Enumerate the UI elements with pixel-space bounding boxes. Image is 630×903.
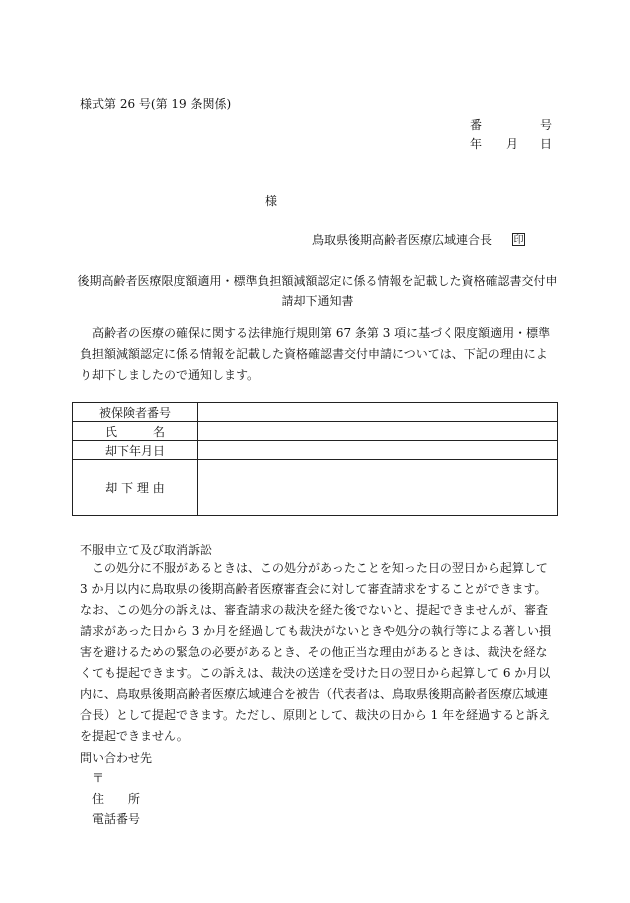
number-label-ban: 番 xyxy=(470,118,483,132)
appeal-heading: 不服申立て及び取消訴訟 xyxy=(80,543,213,557)
number-label-go: 号 xyxy=(540,118,553,132)
table-row xyxy=(73,403,558,422)
issuer-name: 鳥取県後期高齢者医療広域連合長 xyxy=(312,233,493,247)
seal-mark-icon: 印 xyxy=(513,235,524,246)
rejection-date-value xyxy=(198,441,558,460)
details-table xyxy=(72,402,558,516)
date-day-label: 日 xyxy=(540,137,553,151)
table-row xyxy=(73,422,558,441)
date-year-label: 年 xyxy=(470,137,483,151)
rejection-reason-value xyxy=(198,460,558,516)
title-line-1: 後期高齢者医療限度額適用・標準負担額減額認定に係る情報を記載した資格確認書交付申 xyxy=(77,274,558,288)
table-row xyxy=(73,441,558,460)
addressee-suffix: 様 xyxy=(265,194,278,208)
postal-mark: 〒 xyxy=(92,771,105,785)
insured-number-label: 被保険者番号 xyxy=(73,403,198,422)
form-identifier: 様式第 26 号(第 19 条関係) xyxy=(80,97,232,111)
rejection-date-label: 却下年月日 xyxy=(73,441,198,460)
name-label: 氏 名 xyxy=(73,422,198,441)
insured-number-value xyxy=(198,403,558,422)
phone-label: 電話番号 xyxy=(92,812,141,826)
appeal-text: この処分に不服があるときは、この処分があったことを知った日の翌日から起算して 3 か月以内に鳥取県の後期高齢者医療審査会に対して審査請求をすることができます。なお、この処分の訴えは、審査請求の裁決を経た後でないと、提起できませんが、審査請求があった日から 3 か月を経過しても裁決がないときや処分の執行等による著しい損害を避けるための緊急の必要があるとき、その他正当な理由があるときは、裁決を経なくても提起できます。この訴えは、裁決の送達を受けた日の翌日から起算して 6 か月以内に、鳥取県後期高齢者医療広域連合を被告（代表者は、鳥取県後期高齢者医療広域連合長）として提起できます。ただし、原則として、裁決の日から 1 年を経過すると訴えを提起できません。 xyxy=(80,561,552,743)
document-title xyxy=(70,271,565,311)
address-label: 住 所 xyxy=(92,792,141,806)
table-row xyxy=(73,460,558,516)
notice-body: 高齢者の医療の確保に関する法律施行規則第 67 条第 3 項に基づく限度額適用・標準負担額減額認定に係る情報を記載した資格確認書交付申請については、下記の理由により却下しましたので通知します。 xyxy=(80,326,551,382)
name-value xyxy=(198,422,558,441)
date-month-label: 月 xyxy=(506,137,519,151)
rejection-reason-label: 却 下 理 由 xyxy=(73,460,198,516)
title-line-2: 請却下通知書 xyxy=(281,294,354,308)
contact-heading: 問い合わせ先 xyxy=(80,751,153,765)
